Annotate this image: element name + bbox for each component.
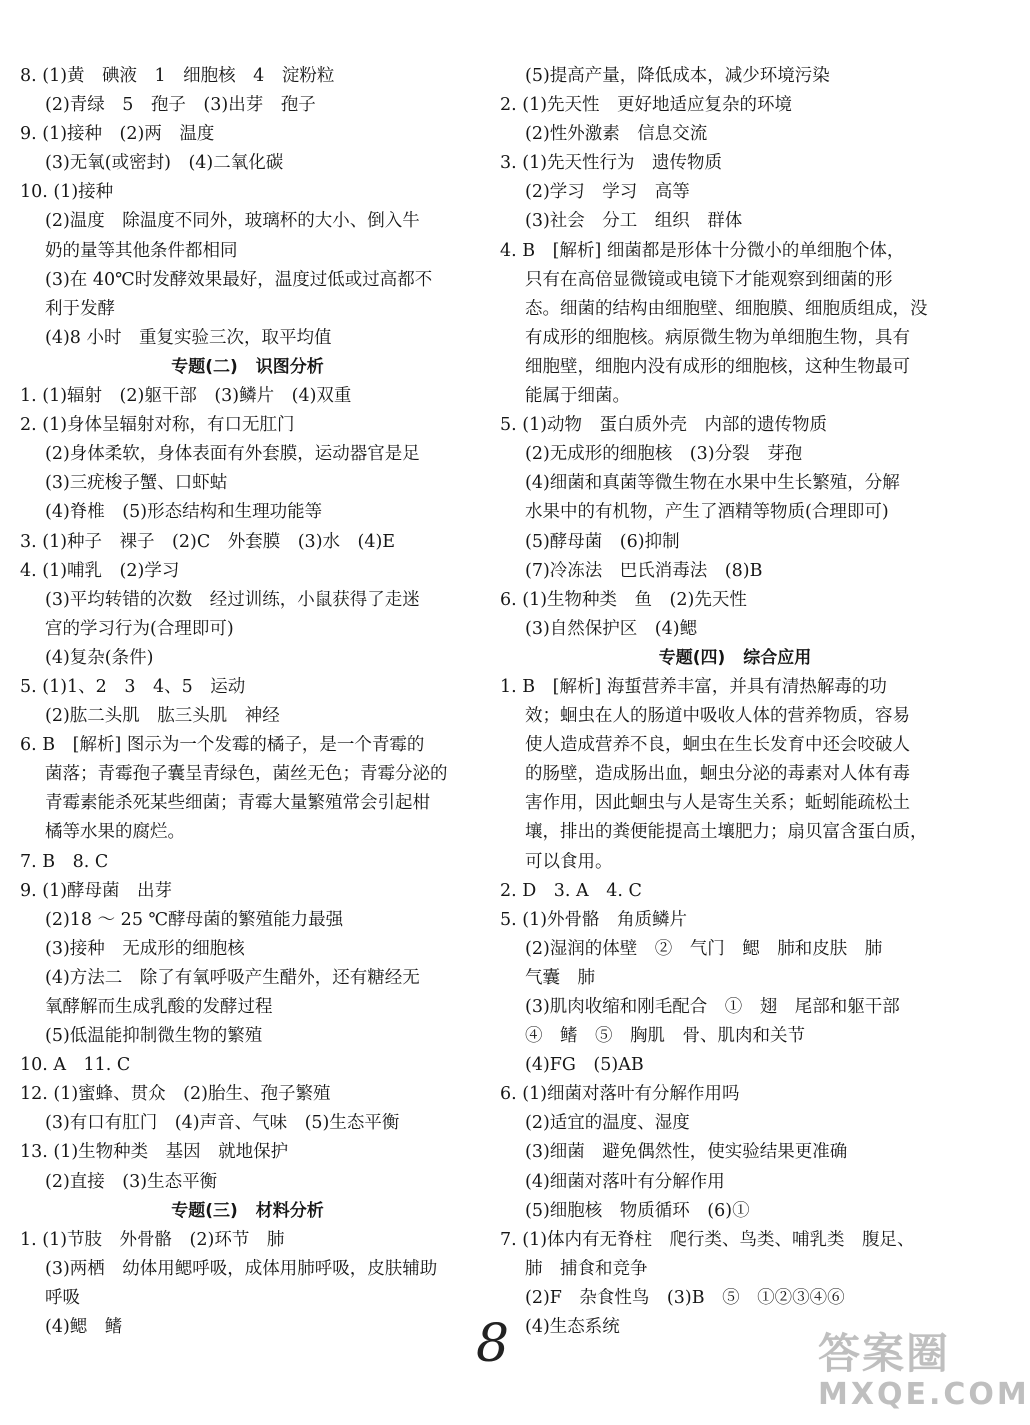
answer-line: 7. B 8. C	[20, 851, 109, 872]
answer-line: (3)细菌 避免偶然性，使实验结果更准确	[525, 1142, 848, 1163]
answer-line: (4)鳃 鳍	[45, 1317, 123, 1338]
answer-line: 6. (1)生物种类 鱼 (2)先天性	[500, 589, 747, 610]
answer-line: (2)无成形的细胞核 (3)分裂 芽孢	[525, 444, 803, 465]
answer-line: 菌落；青霉孢子囊呈青绿色，菌丝无色；青霉分泌的	[45, 764, 448, 785]
answer-line: 6. B [解析] 图示为一个发霉的橘子，是一个青霉的	[20, 735, 425, 756]
answer-line: (2)湿润的体壁 ② 气门 鳃 肺和皮肤 肺	[525, 938, 883, 959]
answer-line: (2)18 ～ 25 ℃酵母菌的繁殖能力最强	[45, 909, 344, 930]
answer-line: 使人造成营养不良，蛔虫在生长发育中还会咬破人	[525, 735, 910, 756]
answer-line: (2)直接 (3)生态平衡	[45, 1171, 218, 1192]
answer-line: 12. (1)蜜蜂、贯众 (2)胎生、孢子繁殖	[20, 1084, 331, 1105]
answer-line: (4)8 小时 重复实验三次，取平均值	[45, 327, 332, 348]
answer-line: (3)社会 分工 组织 群体	[525, 211, 743, 232]
answer-line: (2)F 杂食性鸟 (3)B ⑤ ①②③④⑥	[525, 1287, 845, 1308]
section-heading-label: 专题(二)	[171, 356, 238, 377]
section-heading-title: 材料分析	[255, 1200, 324, 1221]
answer-line: ④ 鳍 ⑤ 胸肌 骨、肌肉和关节	[525, 1026, 805, 1047]
answer-line: (5)酵母菌 (6)抑制	[525, 531, 680, 552]
answer-line: (4)细菌和真菌等微生物在水果中生长繁殖，分解	[525, 473, 900, 494]
answer-line: (3)平均转错的次数 经过训练，小鼠获得了走迷	[45, 589, 420, 610]
answer-line: (3)自然保护区 (4)鳃	[525, 618, 698, 639]
answer-line: 效；蛔虫在人的肠道中吸收人体的营养物质，容易	[525, 706, 910, 727]
answer-line: (5)低温能抑制微生物的繁殖	[45, 1026, 263, 1047]
answer-line: (4)复杂(条件)	[45, 647, 154, 668]
answer-line: (3)有口有肛门 (4)声音、气味 (5)生态平衡	[45, 1113, 400, 1134]
answer-line: 有成形的细胞核。病原微生物为单细胞生物，具有	[525, 327, 910, 348]
answer-line: (4)细菌对落叶有分解作用	[525, 1171, 725, 1192]
answer-line: 能属于细菌。	[525, 386, 630, 407]
answer-line: 1. (1)辐射 (2)躯干部 (3)鳞片 (4)双重	[20, 386, 352, 407]
answer-line: 9. (1)酵母菌 出芽	[20, 880, 173, 901]
answer-line: 9. (1)接种 (2)两 温度	[20, 124, 215, 145]
answer-line: 3. (1)种子 裸子 (2)C 外套膜 (3)水 (4)E	[20, 531, 396, 552]
answer-line: (7)冷冻法 巴氏消毒法 (8)B	[525, 560, 763, 581]
answer-line: 7. (1)体内有无脊柱 爬行类、鸟类、哺乳类 腹足、	[500, 1229, 915, 1250]
section-heading	[20, 353, 475, 382]
answer-line: 的肠壁，造成肠出血，蛔虫分泌的毒素对人体有毒	[525, 764, 910, 785]
answer-line: 害作用，因此蛔虫与人是寄生关系；蚯蚓能疏松土	[525, 793, 910, 814]
answer-line: 肺 捕食和竞争	[525, 1258, 648, 1279]
answer-line: (3)肌肉收缩和刚毛配合 ① 翅 尾部和躯干部	[525, 997, 900, 1017]
answer-line: 2. (1)先天性 更好地适应复杂的环境	[500, 95, 793, 116]
answer-line: 5. (1)外骨骼 角质鳞片	[500, 909, 688, 930]
page-number: 8	[476, 1314, 510, 1374]
section-heading-label: 专题(四)	[658, 647, 726, 668]
answer-line: 利于发酵	[45, 298, 115, 319]
answer-line: 2. D 3. A 4. C	[500, 880, 642, 901]
answer-line: (5)提高产量，降低成本，减少环境污染	[525, 66, 830, 86]
answer-line: 10. A 11. C	[20, 1055, 131, 1076]
answer-line: (4)脊椎 (5)形态结构和生理功能等	[45, 502, 323, 523]
answer-line: 奶的量等其他条件都相同	[45, 240, 238, 261]
answer-line: 只有在高倍显微镜或电镜下才能观察到细菌的形	[525, 269, 893, 290]
section-heading-label: 专题(三)	[171, 1200, 238, 1221]
answer-line: 态。细菌的结构由细胞壁、细胞膜、细胞质组成，没	[525, 298, 928, 319]
answer-line: 8. (1)黄 碘液 1 细胞核 4 淀粉粒	[20, 66, 335, 86]
answer-line: 4. (1)哺乳 (2)学习	[20, 560, 180, 581]
answer-line: (4)FG (5)AB	[525, 1055, 644, 1076]
answer-line: 氧酵解而生成乳酸的发酵过程	[45, 997, 273, 1017]
right-column	[500, 62, 970, 1342]
answer-line: 壤，排出的粪便能提高土壤肥力；扇贝富含蛋白质，	[525, 822, 928, 843]
answer-line: (2)学习 学习 高等	[525, 182, 690, 203]
answer-line: 橘等水果的腐烂。	[45, 822, 185, 843]
answer-line: 可以食用。	[525, 851, 613, 872]
answer-line: (2)肱二头肌 肱三头肌 神经	[45, 706, 280, 727]
answer-line: 青霉素能杀死某些细菌；青霉大量繁殖常会引起柑	[45, 793, 430, 814]
section-heading	[500, 644, 970, 673]
answer-line: (3)三疣梭子蟹、口虾蛄	[45, 473, 228, 494]
section-heading	[20, 1197, 475, 1226]
answer-line: 2. (1)身体呈辐射对称，有口无肛门	[20, 415, 295, 436]
answer-line: 10. (1)接种	[20, 182, 114, 203]
left-column	[20, 62, 475, 1342]
answer-line: (2)青绿 5 孢子 (3)出芽 孢子	[45, 95, 316, 116]
answer-line: 13. (1)生物种类 基因 就地保护	[20, 1142, 289, 1163]
section-heading-title: 识图分析	[255, 356, 324, 377]
answer-line: 4. B [解析] 细菌都是形体十分微小的单细胞个体，	[500, 240, 905, 261]
answer-line: (2)适宜的温度、湿度	[525, 1113, 690, 1134]
answer-line: (2)性外激素 信息交流	[525, 124, 708, 145]
section-heading-title: 综合应用	[743, 647, 812, 668]
answer-line: 5. (1)动物 蛋白质外壳 内部的遗传物质	[500, 415, 828, 436]
answer-line: (3)无氧(或密封) (4)二氧化碳	[45, 153, 284, 174]
answer-line: 细胞壁，细胞内没有成形的细胞核，这种生物最可	[525, 356, 910, 377]
answer-line: (5)细胞核 物质循环 (6)①	[525, 1200, 750, 1221]
answer-line: (3)接种 无成形的细胞核	[45, 938, 245, 959]
answer-line: (2)身体柔软，身体表面有外套膜，运动器官是足	[45, 444, 420, 465]
answer-line: 水果中的有机物，产生了酒精等物质(合理即可)	[525, 502, 889, 523]
answer-line: (4)方法二 除了有氧呼吸产生醋外，还有糖经无	[45, 967, 420, 988]
answer-line: (4)生态系统	[525, 1317, 620, 1338]
answer-line: (3)在 40℃时发酵效果最好，温度过低或过高都不	[45, 269, 433, 290]
watermark-en: MXQE.COM	[818, 1377, 1030, 1412]
answer-line: 1. B [解析] 海蜇营养丰富，并具有清热解毒的功	[500, 676, 887, 697]
answer-line: 宫的学习行为(合理即可)	[45, 618, 234, 639]
answer-line: (2)温度 除温度不同外，玻璃杯的大小、倒入牛	[45, 211, 420, 232]
watermark-logo	[818, 1329, 1030, 1420]
answer-line: 1. (1)节肢 外骨骼 (2)环节 肺	[20, 1229, 285, 1250]
answer-line: 气囊 肺	[525, 967, 595, 988]
answer-line: 5. (1)1、2 3 4、5 运动	[20, 676, 246, 697]
answer-line: 6. (1)细菌对落叶有分解作用吗	[500, 1084, 740, 1105]
watermark-cn: 答案圈	[818, 1329, 951, 1378]
answer-line: (3)两栖 幼体用鳃呼吸，成体用肺呼吸，皮肤辅助	[45, 1258, 438, 1279]
answer-line: 呼吸	[45, 1287, 80, 1308]
answer-line: 3. (1)先天性行为 遗传物质	[500, 153, 723, 174]
